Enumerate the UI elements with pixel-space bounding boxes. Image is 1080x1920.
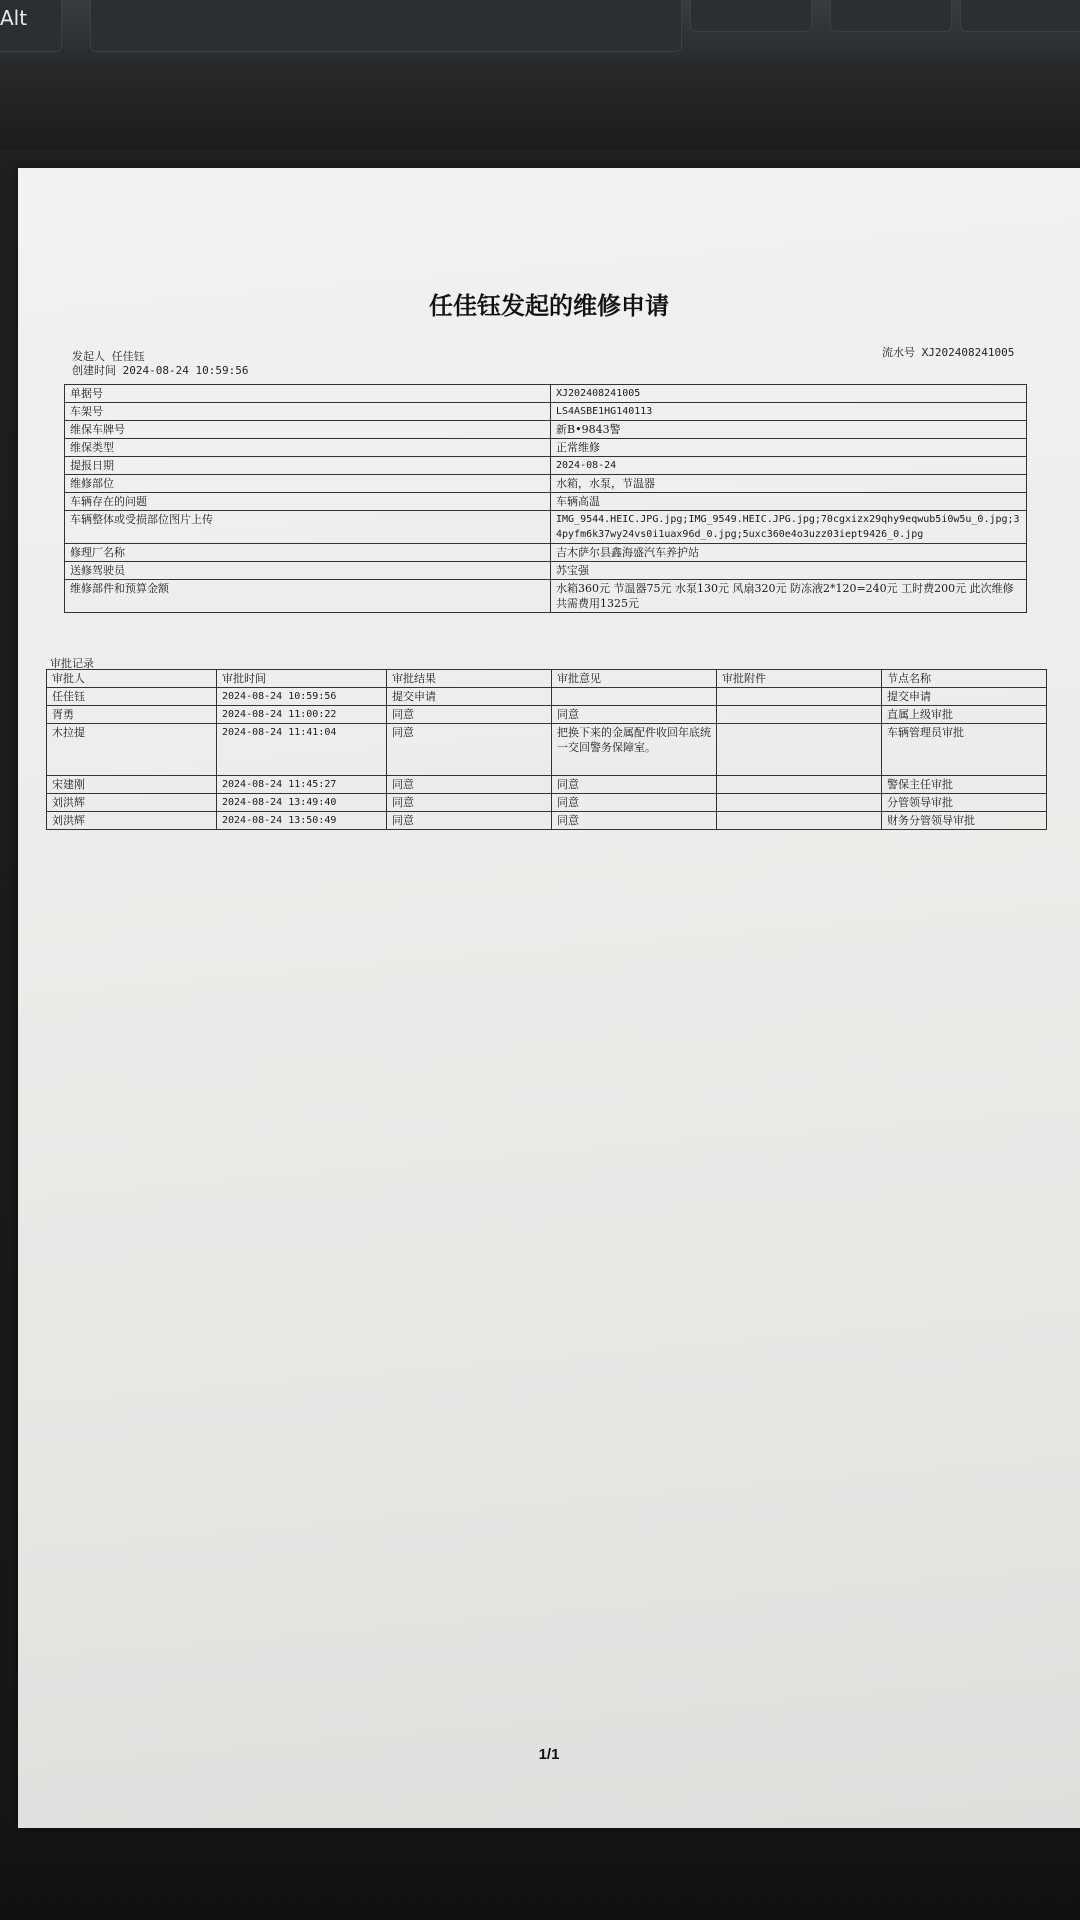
approval-row: [47, 812, 1047, 830]
form-label: 送修驾驶员: [65, 562, 551, 580]
form-value: 吉木萨尔县鑫海盛汽车养护站: [551, 544, 1027, 562]
serial-number-value: XJ202408241005: [921, 346, 1015, 359]
approval-node-cell: 提交申请: [882, 688, 1047, 706]
form-value: IMG_9544.HEIC.JPG.jpg;IMG_9549.HEIC.JPG.jpg;70cgxizx29qhy9eqwub5i0w5u_0.jpg;34pyfm6k37wy24vs0i1uax96d_0.jpg;5uxc360e4o3uzz03iept9426_0.jpg: [551, 511, 1027, 544]
approval-header-cell: 审批意见: [552, 670, 717, 688]
approval-header-row: [47, 670, 1047, 688]
form-label: 修理厂名称: [65, 544, 551, 562]
form-row: [65, 493, 1027, 511]
approval-node-cell: 分管领导审批: [882, 794, 1047, 812]
approval-opinion-cell: 同意: [552, 812, 717, 830]
approval-header-cell: 审批结果: [387, 670, 552, 688]
approval-time-cell: 2024-08-24 11:41:04: [217, 724, 387, 776]
approval-result-cell: 提交申请: [387, 688, 552, 706]
keyboard-key: [90, 0, 682, 52]
keyboard-key: [690, 0, 812, 32]
form-row: [65, 475, 1027, 493]
approval-header-cell: 审批附件: [717, 670, 882, 688]
form-value: 新B•9843警: [551, 421, 1027, 439]
form-row: [65, 421, 1027, 439]
approval-time-cell: 2024-08-24 11:00:22: [217, 706, 387, 724]
approver-cell: 胥勇: [47, 706, 217, 724]
form-label: 单据号: [65, 385, 551, 403]
form-row: [65, 580, 1027, 613]
approval-row: [47, 688, 1047, 706]
approver-cell: 任佳钰: [47, 688, 217, 706]
document-page: [18, 168, 1080, 1828]
form-value: 2024-08-24: [551, 457, 1027, 475]
form-label: 维修部件和预算金额: [65, 580, 551, 613]
page-number: 1/1: [538, 1746, 560, 1763]
approval-row: [47, 706, 1047, 724]
application-form-table: [64, 384, 1027, 613]
approval-time-cell: 2024-08-24 11:45:27: [217, 776, 387, 794]
form-row: [65, 562, 1027, 580]
approval-attachment-cell: [717, 706, 882, 724]
form-row: [65, 439, 1027, 457]
form-row: [65, 511, 1027, 544]
form-row: [65, 544, 1027, 562]
approval-time-cell: 2024-08-24 13:49:40: [217, 794, 387, 812]
approval-attachment-cell: [717, 776, 882, 794]
approval-header-cell: 节点名称: [882, 670, 1047, 688]
approval-opinion-cell: 同意: [552, 706, 717, 724]
approval-attachment-cell: [717, 794, 882, 812]
created-time-line: [72, 362, 248, 378]
approver-cell: 木拉提: [47, 724, 217, 776]
approval-opinion-cell: 同意: [552, 776, 717, 794]
approval-result-cell: 同意: [387, 812, 552, 830]
approval-time-cell: 2024-08-24 13:50:49: [217, 812, 387, 830]
approval-result-cell: 同意: [387, 706, 552, 724]
created-time-value: 2024-08-24 10:59:56: [122, 364, 249, 377]
approval-record-table: [46, 669, 1047, 830]
keyboard-key: [960, 0, 1080, 32]
form-row: [65, 403, 1027, 421]
approval-result-cell: 同意: [387, 776, 552, 794]
initiator-value: 任佳钰: [111, 350, 145, 363]
serial-number-line: [882, 344, 1014, 360]
keyboard-key: [830, 0, 952, 32]
form-value: 正常维修: [551, 439, 1027, 457]
approval-node-cell: 车辆管理员审批: [882, 724, 1047, 776]
form-value: 车辆高温: [551, 493, 1027, 511]
approver-cell: 刘洪辉: [47, 794, 217, 812]
keyboard-background: [0, 0, 1080, 150]
form-row: [65, 457, 1027, 475]
approval-row: [47, 776, 1047, 794]
initiator-label: 发起人: [72, 350, 105, 363]
approval-opinion-cell: [552, 688, 717, 706]
approval-node-cell: 财务分管领导审批: [882, 812, 1047, 830]
approval-header-cell: 审批人: [47, 670, 217, 688]
approval-result-cell: 同意: [387, 794, 552, 812]
form-label: 提报日期: [65, 457, 551, 475]
approval-opinion-cell: 把换下来的金属配件收回年底统一交回警务保障室。: [552, 724, 717, 776]
form-label: 维保类型: [65, 439, 551, 457]
approval-attachment-cell: [717, 688, 882, 706]
approval-opinion-cell: 同意: [552, 794, 717, 812]
form-label: 车架号: [65, 403, 551, 421]
form-value: LS4ASBE1HG140113: [551, 403, 1027, 421]
approval-time-cell: 2024-08-24 10:59:56: [217, 688, 387, 706]
approval-row: [47, 724, 1047, 776]
alt-key-label: Alt: [0, 6, 28, 30]
form-label: 车辆存在的问题: [65, 493, 551, 511]
approval-row: [47, 794, 1047, 812]
serial-number-label: 流水号: [882, 346, 915, 359]
approval-node-cell: 直属上级审批: [882, 706, 1047, 724]
document-title: 任佳钰发起的维修申请: [429, 292, 669, 320]
form-value: XJ202408241005: [551, 385, 1027, 403]
form-label: 维保车牌号: [65, 421, 551, 439]
approval-attachment-cell: [717, 812, 882, 830]
form-value: 苏宝强: [551, 562, 1027, 580]
approval-section-label: 审批记录: [50, 657, 94, 670]
form-row: [65, 385, 1027, 403]
form-label: 维修部位: [65, 475, 551, 493]
approval-header-cell: 审批时间: [217, 670, 387, 688]
form-value: 水箱360元 节温器75元 水泵130元 风扇320元 防冻液2*120=240元 工时费200元 此次维修共需费用1325元: [551, 580, 1027, 613]
created-time-label: 创建时间: [72, 364, 116, 377]
approval-result-cell: 同意: [387, 724, 552, 776]
approval-node-cell: 警保主任审批: [882, 776, 1047, 794]
form-value: 水箱，水泵，节温器: [551, 475, 1027, 493]
approval-attachment-cell: [717, 724, 882, 776]
form-label: 车辆整体或受损部位图片上传: [65, 511, 551, 544]
approver-cell: 宋建刚: [47, 776, 217, 794]
approver-cell: 刘洪辉: [47, 812, 217, 830]
